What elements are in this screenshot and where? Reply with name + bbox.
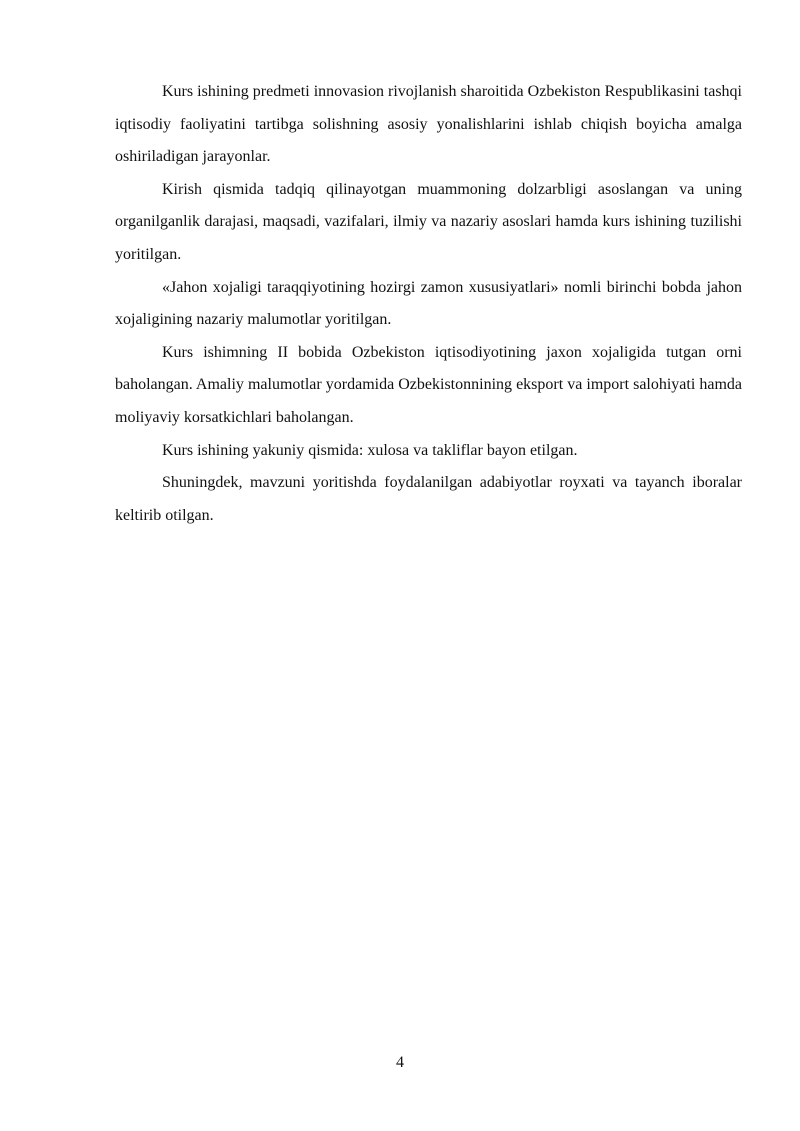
paragraph-subject: Kurs ishining predmeti innovasion rivojlanish sharoitida Ozbekiston Respublikasini tashqi iqtisodiy faoliyatini tartibga solishning asosiy yonalishlarini ishlab chiqish boyicha amalga oshiriladigan jarayonlar. bbox=[115, 83, 742, 166]
paragraph-references: Shuningdek, mavzuni yoritishda foydalanilgan adabiyotlar royxati va tayanch iboralar keltirib otilgan. bbox=[115, 474, 742, 524]
paragraph-chapter-one: «Jahon xojaligi taraqqiyotining hozirgi zamon xususiyatlari» nomli birinchi bobda jahon xojaligining nazariy malumotlar yoritilgan. bbox=[115, 278, 742, 329]
page-number: 4 bbox=[396, 1054, 404, 1071]
paragraph-conclusion: Kurs ishining yakuniy qismida: xulosa va takliflar bayon etilgan. bbox=[162, 441, 578, 459]
paragraph-chapter-two: Kurs ishimning II bobida Ozbekiston iqtisodiyotining jaxon xojaligida tutgan orni baholangan. Amaliy malumotlar yordamida Ozbekistonnining eksport va import salohiyati hamda moliyaviy korsatkichlari baholangan. bbox=[115, 343, 742, 426]
paragraph-introduction: Kirish qismida tadqiq qilinayotgan muammoning dolzarbligi asoslangan va uning organilganlik darajasi, maqsadi, vazifalari, ilmiy va nazariy asoslari hamda kurs ishining tuzilishi yoritilgan. bbox=[115, 180, 742, 263]
body-text bbox=[115, 76, 742, 532]
